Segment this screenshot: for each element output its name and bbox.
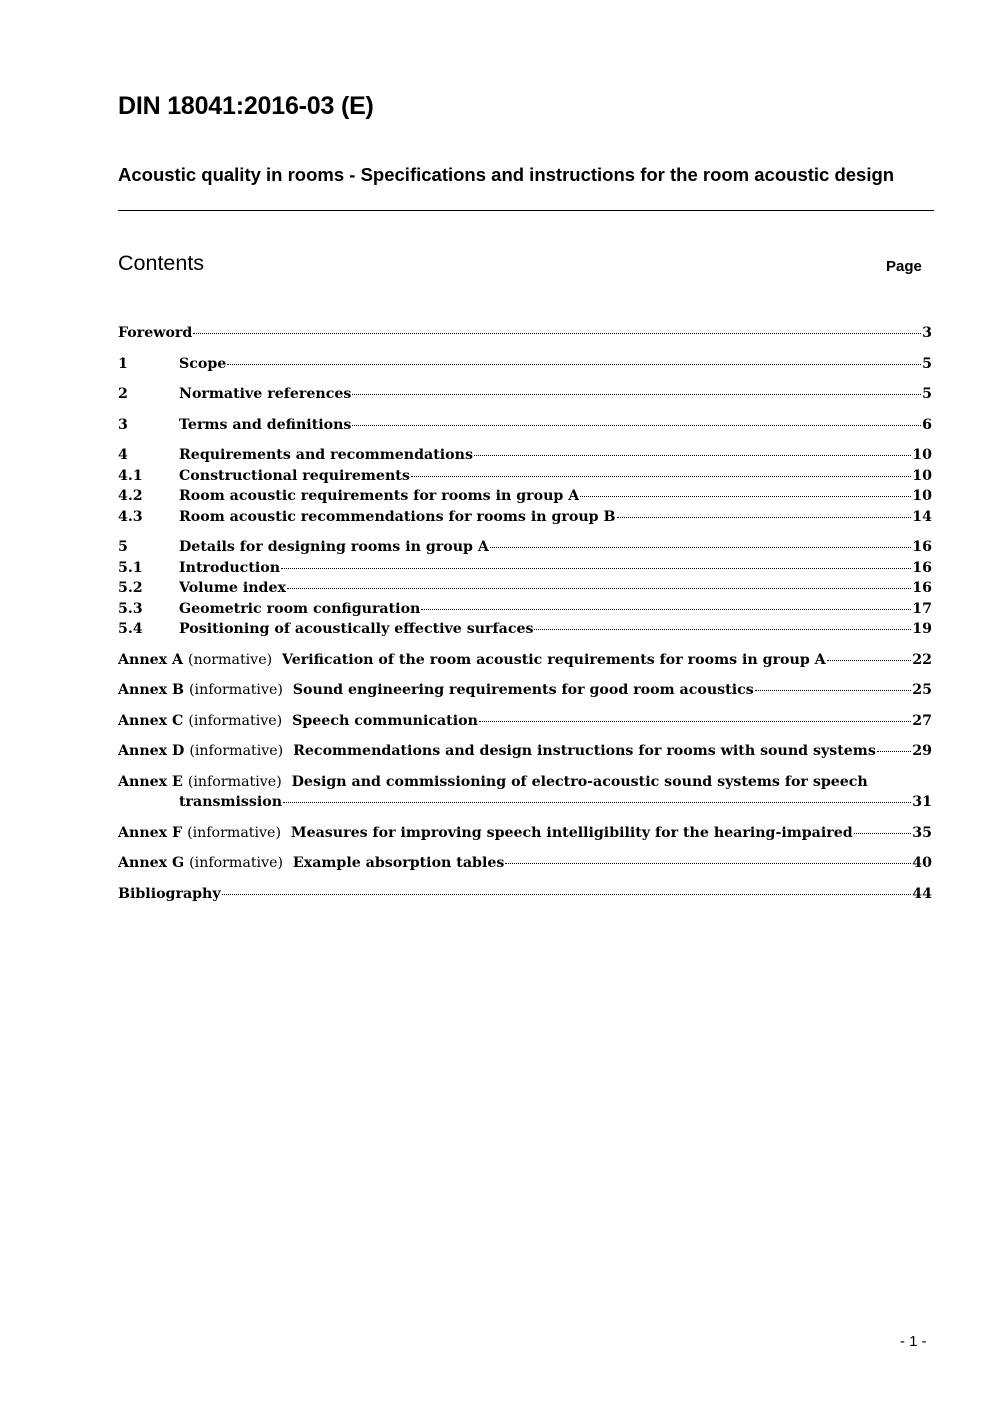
annex-label: Annex E xyxy=(118,773,183,790)
toc-page: 31 xyxy=(912,794,932,810)
toc-entry-5-3[interactable] xyxy=(118,599,932,620)
toc-line xyxy=(118,772,932,793)
toc-title: Positioning of acoustically effective surfaces xyxy=(179,621,534,637)
toc-title xyxy=(118,650,826,671)
toc-page: 17 xyxy=(912,600,932,617)
toc-number: 4.2 xyxy=(118,488,143,504)
toc-number: 5.3 xyxy=(118,600,143,617)
annex-title: Design and commissioning of electro-acoustic sound systems for speech xyxy=(291,773,868,790)
toc-leader xyxy=(505,863,911,864)
toc-page: 16 xyxy=(912,539,932,555)
toc-title xyxy=(118,772,868,793)
annex-title: Example absorption tables xyxy=(292,855,505,871)
annex-title: Speech communication xyxy=(292,712,478,729)
toc-leader xyxy=(283,802,911,803)
annex-type: (informative) xyxy=(187,824,281,841)
toc-leader xyxy=(474,455,911,456)
annex-title: Measures for improving speech intelligibility for the hearing-impaired xyxy=(290,824,853,841)
toc-title: Terms and definitions xyxy=(179,416,352,433)
page-number: - 1 - xyxy=(900,1333,927,1350)
annex-label: Annex C xyxy=(118,712,184,729)
toc-leader xyxy=(227,364,921,365)
toc-title: Foreword xyxy=(118,325,193,341)
toc-entry-4[interactable] xyxy=(118,445,932,466)
contents-heading: Contents xyxy=(118,251,205,275)
toc-page: 10 xyxy=(912,467,932,484)
toc-leader xyxy=(534,629,911,630)
toc-leader xyxy=(193,333,921,334)
toc-number: 4.1 xyxy=(118,467,143,484)
toc-leader xyxy=(827,660,912,661)
toc-leader xyxy=(222,894,912,895)
toc-leader xyxy=(352,425,921,426)
table-of-contents xyxy=(118,323,932,904)
title-rule xyxy=(118,210,934,211)
toc-page: 6 xyxy=(922,416,932,433)
toc-title: Scope xyxy=(179,355,227,372)
toc-title: Bibliography xyxy=(118,885,221,902)
toc-number: 4 xyxy=(118,447,128,463)
toc-leader xyxy=(490,547,911,548)
toc-leader xyxy=(352,394,921,395)
toc-entry-5-2[interactable] xyxy=(118,578,932,599)
toc-number: 5.1 xyxy=(118,559,143,576)
toc-leader xyxy=(287,588,911,589)
toc-entry-annex-d[interactable] xyxy=(118,741,932,762)
toc-page: 35 xyxy=(912,824,932,841)
toc-entry-annex-e[interactable] xyxy=(118,772,932,813)
toc-page: 40 xyxy=(912,855,932,871)
annex-label: Annex D xyxy=(118,743,185,759)
toc-entry-4-3[interactable] xyxy=(118,507,932,528)
toc-number: 1 xyxy=(118,355,128,372)
annex-title: Recommendations and design instructions for rooms with sound systems xyxy=(293,743,876,759)
toc-line xyxy=(118,792,932,813)
annex-type: (normative) xyxy=(188,651,273,668)
document-subtitle: Acoustic quality in rooms - Specifications and instructions for the room acoustic design xyxy=(118,164,895,185)
toc-page: 3 xyxy=(922,325,932,341)
toc-entry-5[interactable] xyxy=(118,537,932,558)
toc-page: 16 xyxy=(912,580,932,596)
toc-page: 5 xyxy=(922,386,932,402)
annex-title: Sound engineering requirements for good room acoustics xyxy=(292,682,754,698)
annex-type: (informative) xyxy=(188,712,283,729)
toc-leader xyxy=(877,751,911,752)
toc-title: Volume index xyxy=(179,580,286,596)
toc-title: Room acoustic recommendations for rooms in group B xyxy=(179,508,616,525)
toc-entry-4-1[interactable] xyxy=(118,466,932,487)
annex-type: (informative) xyxy=(189,682,283,698)
toc-page: 19 xyxy=(912,621,932,637)
toc-title xyxy=(118,680,754,701)
toc-entry-3[interactable] xyxy=(118,415,932,436)
toc-entry-foreword[interactable] xyxy=(118,323,932,344)
toc-page: 27 xyxy=(912,712,932,729)
toc-entry-bibliography[interactable] xyxy=(118,884,932,905)
toc-page: 44 xyxy=(912,885,932,902)
toc-leader xyxy=(479,721,911,722)
toc-title: Introduction xyxy=(179,559,281,576)
toc-leader xyxy=(411,476,911,477)
toc-entry-annex-a[interactable] xyxy=(118,650,932,671)
toc-page: 25 xyxy=(912,682,932,698)
toc-page: 5 xyxy=(922,355,932,372)
annex-label: Annex B xyxy=(118,682,185,698)
page-column-heading: Page xyxy=(886,258,922,275)
toc-leader xyxy=(580,496,911,497)
toc-leader xyxy=(281,568,911,569)
toc-page: 29 xyxy=(912,743,932,759)
toc-entry-5-1[interactable] xyxy=(118,558,932,579)
annex-type: (informative) xyxy=(189,743,284,759)
toc-entry-annex-b[interactable] xyxy=(118,680,932,701)
annex-title: Verification of the room acoustic requirements for rooms in group A xyxy=(282,651,826,668)
toc-title xyxy=(118,823,853,844)
toc-page: 14 xyxy=(912,508,932,525)
toc-page: 16 xyxy=(912,559,932,576)
toc-leader xyxy=(421,609,911,610)
toc-entry-annex-f[interactable] xyxy=(118,823,932,844)
toc-title xyxy=(118,741,876,762)
annex-label: Annex G xyxy=(118,855,185,871)
toc-page: 10 xyxy=(912,488,932,504)
document-id: DIN 18041:2016-03 (E) xyxy=(118,92,374,120)
toc-title: Constructional requirements xyxy=(179,467,410,484)
toc-title: Geometric room configuration xyxy=(179,600,421,617)
annex-label: Annex A xyxy=(118,651,184,668)
toc-title: Requirements and recommendations xyxy=(179,447,473,463)
toc-entry-annex-g[interactable] xyxy=(118,853,932,874)
toc-leader xyxy=(617,517,912,518)
toc-entry-4-2[interactable] xyxy=(118,486,932,507)
toc-title: Details for designing rooms in group A xyxy=(179,539,489,555)
toc-entry-1[interactable] xyxy=(118,354,932,375)
toc-leader xyxy=(854,833,912,834)
toc-number: 4.3 xyxy=(118,508,143,525)
toc-title-continued: transmission xyxy=(179,794,283,810)
toc-title: Normative references xyxy=(179,386,352,402)
toc-title xyxy=(118,711,478,732)
toc-page: 22 xyxy=(912,651,932,668)
toc-leader xyxy=(755,690,912,691)
toc-number: 5.4 xyxy=(118,621,143,637)
toc-entry-5-4[interactable] xyxy=(118,619,932,640)
toc-entry-annex-c[interactable] xyxy=(118,711,932,732)
toc-title xyxy=(118,853,504,874)
toc-number: 2 xyxy=(118,386,128,402)
toc-title: Room acoustic requirements for rooms in group A xyxy=(179,488,580,504)
annex-type: (informative) xyxy=(189,855,284,871)
annex-type: (informative) xyxy=(187,773,282,790)
toc-number: 5.2 xyxy=(118,580,143,596)
toc-number: 5 xyxy=(118,539,128,555)
toc-entry-2[interactable] xyxy=(118,384,932,405)
toc-number: 3 xyxy=(118,416,128,433)
annex-label: Annex F xyxy=(118,824,183,841)
toc-page: 10 xyxy=(912,447,932,463)
